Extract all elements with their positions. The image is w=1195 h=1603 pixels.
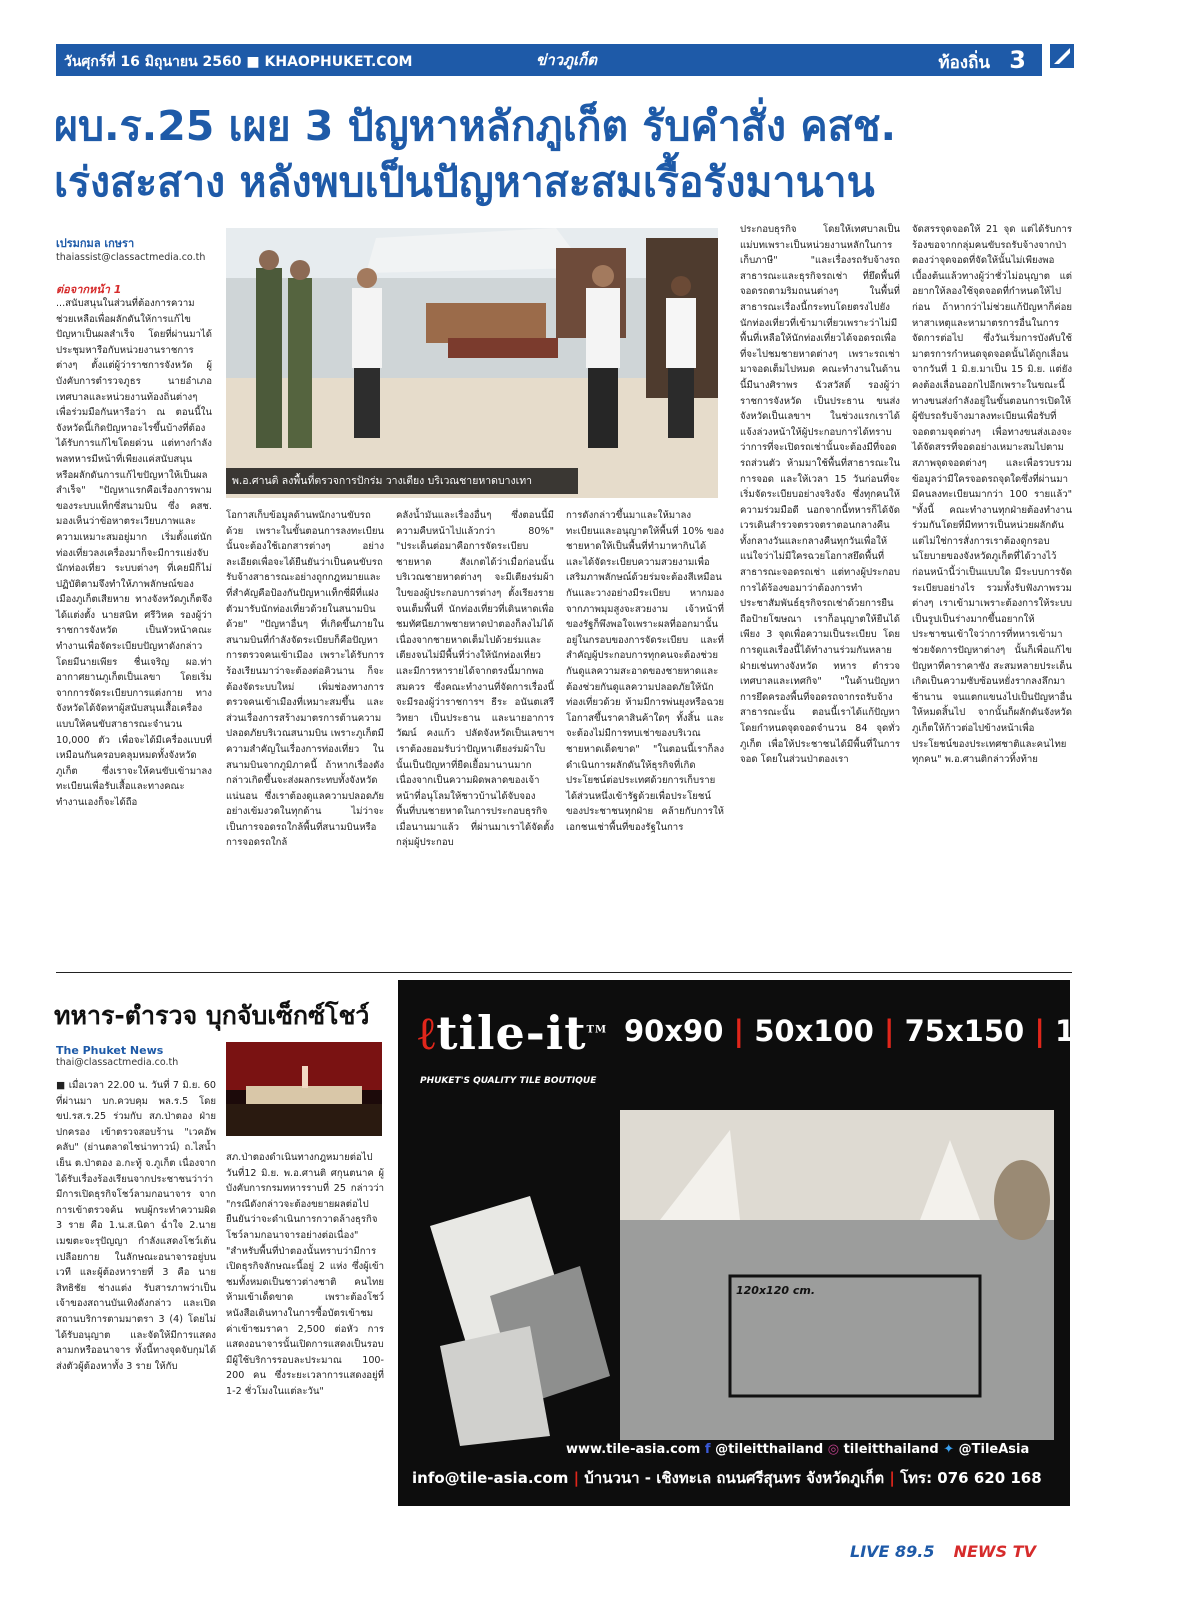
story1-column-2: โอกาสเก็บข้อมูลด้านพนักงานขับรถด้วย เพราะในขั้นตอนการลงทะเบียนนั้นจะต้องใช้เอกสารต่างๆ อย่างละเอียดเพื่อจะได้ยืนยันว่าเป็นคนขับรถรับจ้างสาธารณะอย่างถูกกฎหมายและที่สำคัญคือป้องกันปัญหาแท็กซี่ผีที่แฝงตัวมารับนักท่องเที่ยวด้วยในสนามบินด้วย" "ปัญหาอื่นๆ ที่เกิดขึ้นภายในสนามบินที่กำลังจัดระเบียบก็คือปัญหาการตรวจคนเข้าเมือง เพราะได้รับการร้องเรียนมาว่าจะต้องต่อคิวนาน ก็จะต้องจัดระบบใหม่ เพิ่มช่องทางการตรวจคนเข้าเมืองที่เหมาะสมขึ้น และส่วนเรื่องการสร้างมาตรการต้านความปลอดภัยบริเวณสนามบิน เพราะภูเก็ตมีความสำคัญในเรื่องการท่องเที่ยว ในสนามบินจากภูมิภาคนี้ ถ้าหากเรื่องดังกล่าวเกิดขึ้นจะส่งผลกระทบทั้งจังหวัดแน่นอน ซึ่งเราต้องดูแลความปลอดภัยอย่างเข้มงวดในทุกด้าน ไม่ว่าจะเป็นการจอดรถใกล้พื้นที่สนามบินหรือการจอดรถใกล้ bbox=[226, 510, 384, 849]
story2-byline bbox=[56, 1044, 216, 1068]
story2-column-1: ■ เมื่อเวลา 22.00 น. วันที่ 7 มิ.ย. 60 ที่ผ่านมา บก.ควบคุม พล.ร.5 โดย ขป.รส.ร.25 ร่วมกับ สภ.ป่าตอง ฝ่ายปกครอง เข้าตรวจสอบร้าน "เวคอัพคลับ" (ย่านตลาดไชน่าทาวน์) ถ.ไสน้ำเย็น ต.ป่าตอง อ.กะทู้ จ.ภูเก็ต เนื่องจากได้รับเรื่องร้องเรียนจากประชาชนว่าว่ามีการเปิดธุรกิจโชว์ลามกอนาจาร จากการเข้าตรวจค้น พบผู้กระทำความผิด 3 ราย คือ 1.น.ส.นิดา ฉ่ำใจ 2.นายเมฆตะจะรุปัญญา กำลังแสดงโชว์เต้นเปลือยกาย ในลักษณะอนาจารอยู่บนเวที และผู้ต้องหารายที่ 3 คือ นายสิทธิชัย ช่างแต่ง รับสารภาพว่าเป็นเจ้าของสถานบันเทิงดังกล่าว และเปิดสถานบริการตามมาตรา 3 (4) โดยไม่ได้รับอนุญาต และจัดให้มีการแสดงลามกหรืออนาจาร ทั้งนี้ทางจุดจับกุมได้ส่งตัวผู้ต้องหาทั้ง 3 ราย ให้กับ bbox=[56, 1080, 216, 1372]
story1-column-6: จัดสรรจุดจอดให้ 21 จุด แต่ได้รับการร้องขอจากกลุ่มคนขับรถรับจ้างจากป่าตองว่าจุดจอดที่จัดให้นั้นไม่เพียงพอ เบื้องต้นแล้วทางผู้ว่าชั่วไม่อนุญาต แต่อยากให้ลองใช้จุดจอดที่กำหนดให้ไปก่อน ถ้าหากว่าไม่ช่วยแก้ปัญหาก็ค่อยหาสาเหตุและหามาตรการอื่นในการจัดการต่อไป ซึ่งวันเริ่มการบังคับใช้มาตรการกำหนดจุดจอดนั้นได้ถูกเลื่อนจากวันที่ 1 มิ.ย.มาเป็น 15 มิ.ย. แต่ยังคงต้องเลื่อนออกไปอีกเพราะในขณะนี้ทางขนส่งกำลังอยู่ในขั้นตอนการเปิดให้ผู้ขับรถรับจ้างมาลงทะเบียนเพื่อรับที่จอดตามจุดต่างๆ เพื่อทางขนส่งเองจะได้จัดสรรที่จอดอย่างเหมาะสมไปตามสภาพจุดจอดต่างๆ และเพื่อรวบรวมข้อมูลว่ามีใครจอดรถจุดใดซึ่งที่ผ่านมามีคนลงทะเบียนมากว่า 100 รายแล้ว" "ทั้งนี้ คณะทำงานทุกฝ่ายต้องทำงานร่วมกันโดยที่มีทหารเป็นหน่วยผลักดัน แต่ไม่ใช่การสั่งการเราต้องดูกรอบนโยบายของจังหวัดภูเก็ตที่ได้วางไว้ก่อนหน้านี้ว่าเป็นแบบใด มีระบบการจัดระเบียบอย่างไร รวมทั้งรับฟังภาพรวมต่างๆ เราเข้ามาเพราะต้องการให้ระบบเป็นรูปเป็นร่างมากขึ้นอยากให้ประชาชนเข้าใจว่าการที่ทหารเข้ามาช่วยจัดการปัญหาต่างๆ นั้นก็เพื่อแก้ไขปัญหาที่คาราคาซัง สะสมหลายประเด็น เกิดเป็นความซับซ้อนหยั่งรากลงลึกมาช้านาน จนแตกแขนงไปเป็นปัญหาอื่นให้หมดสิ้นไป จากนั้นก็ผลักดันจังหวัดภูเก็ตให้ก้าวต่อไปข้างหน้าเพื่อประโยชน์ของประเทศชาติและคนไทยทุกคน" พ.อ.ศานติกล่าวทิ้งท้าย bbox=[912, 224, 1072, 766]
size-option: 120x120 bbox=[1055, 1014, 1195, 1048]
facebook-handle[interactable]: @tileitthailand bbox=[715, 1442, 824, 1457]
story1-column-4: การดังกล่าวขึ้นมาและให้มาลงทะเบียนและอนุญาตให้พื้นที่ 10% ของชายหาดให้เป็นพื้นที่ทำมาหากินได้ และได้จัดระเบียบความสวยงามเพื่อเสริมภาพลักษณ์ด้วยร่มจะต้องสีเหมือนกันและวางอย่างมีระเบียบ หากมองจากภาพมุมสูงจะสวยงาม เจ้าหน้าที่ของรัฐก็พึงพอใจเพราะผลที่ออกมานั้นอยู่ในกรอบของการจัดระเบียบ และที่สำคัญผู้ประกอบการทุกคนจะต้องช่วยกันดูแลความสะอาดของชายหาดและต้องช่วยกันดูแลความปลอดภัยให้นักท่องเที่ยวด้วย ห้ามมีการพ่นยุงหรือฉวยโอกาสขึ้นราคาสินค้าใดๆ ทั้งสิ้น และจะต้องไม่มีการทบเช่าของบริเวณชายหาดเด็ดขาด" "ในตอนนี้เราก็ลงดำเนินการผลักดันให้ธุรกิจที่เกิดประโยชน์ต่อประเทศด้วยการเก็บรายได้ส่วนหนึ่งเข้ารัฐด้วยเพื่อประโยชน์ของประชาชนทุกฝ่าย คล้ายกับการให้เอกชนเช่าพื้นที่ของรัฐในการ bbox=[566, 510, 724, 833]
story1-column-5: ประกอบธุรกิจ โดยให้เทศบาลเป็นแม่บทเพราะเป็นหน่วยงานหลักในการเก็บภาษี" "และเรื่องรถรับจ้างรถสาธารณะและธุรกิจรถเช่า ที่ยึดพื้นที่จอดรถตามริมถนนต่างๆ ในพื้นที่สาธารณะเรื่องนี้กระทบโดยตรงไปยังนักท่องเที่ยวที่เข้ามาเที่ยวเพราะว่าไม่มีพื้นที่เหลือให้นักท่องเที่ยวได้จอดรถเพื่อที่จะไปชมชายหาดต่างๆ เพราะรถเช่ามาจอดเต็มไปหมด คณะทำงานในด้านนี้มีนางศิราพร ฉัวสวัสดิ์ รองผู้ว่าราชการจังหวัด เป็นประธาน ขนส่งจังหวัดเป็นเลขาฯ ในช่วงแรกเราได้แจ้งล่วงหน้าให้ผู้ประกอบการได้ทราบว่าการที่จะเปิดรถเช่านั้นจะต้องมีที่จอดรถส่วนตัว ห้ามมาใช้พื้นที่สาธารณะในการจอด และให้เวลา 15 วันก่อนที่จะเริ่มจัดระเบียบอย่างจริงจัง ซึ่งทุกคนให้ความร่วมมือดี นอกจากนี้ทหารก็ได้จัดเวรเดินสำรวจตรวจตราตอนกลางคืนทั้งกลางวันและกลางคืนทุกวันเพื่อให้แน่ใจว่าไม่มีใครฉวยโอกาสยึดพื้นที่สาธารณะจอดรถเช่า แต่ทางผู้ประกอบการได้ร้องขอมาว่าต้องการทำประชาสัมพันธ์ธุรกิจรถเช่าด้วยการยืนถือป้ายโฆษณา เราก็อนุญาตให้ยืนได้เพียง 3 จุดเพื่อความเป็นระเบียบ โดยการดูแลเรื่องนี้ได้ทำงานร่วมกันหลายฝ่ายเช่นทางจังหวัด ทหาร ตำรวจ เทศบาลและเทศกิจ" "ในด้านปัญหาการยึดครองพื้นที่จอดรถจากรถรับจ้างสาธารณะนั้น ตอนนี้เราได้แก้ปัญหาโดยกำหนดจุดจอดจำนวน 84 จุดทั่วภูเก็ต เพื่อให้ประชาชนได้มีพื้นที่ในการจอด โดยในส่วนป่าตองเรา bbox=[740, 224, 900, 766]
size-option: 90x90 bbox=[624, 1014, 724, 1048]
facebook-icon: f bbox=[704, 1442, 716, 1457]
page-header bbox=[56, 44, 1042, 76]
ad-brand: ℓtile-it™ bbox=[418, 1006, 608, 1060]
headline-line-2: เร่งสะสาง หลังพบเป็นปัญหาสะสมเรื้อรังมานาน bbox=[54, 158, 875, 206]
main-headline bbox=[54, 98, 1074, 210]
tile-samples-image bbox=[410, 1176, 610, 1446]
email-link[interactable]: info@tile-asia.com bbox=[412, 1469, 569, 1487]
section-divider bbox=[56, 972, 1072, 973]
footer-logos bbox=[850, 1542, 1070, 1570]
continued-label: ต่อจากหน้า 1 bbox=[56, 283, 122, 296]
byline-email: thai@classactmedia.co.th bbox=[56, 1057, 179, 1068]
story2-headline: ทหาร-ตำรวจ บุกจับเซ็กซ์โชว์ bbox=[54, 1001, 370, 1030]
ad-address: บ้านวนา - เชิงทะเล ถนนศรีสุนทร จังหวัดภูเก็ต bbox=[584, 1469, 885, 1487]
website-link[interactable]: www.tile-asia.com bbox=[566, 1442, 701, 1457]
instagram-icon: ◎ bbox=[827, 1442, 844, 1457]
size-option: 75x150 bbox=[904, 1014, 1025, 1048]
ad-tagline: PHUKET'S QUALITY TILE BOUTIQUE bbox=[420, 1076, 597, 1086]
floor-size-label: 120x120 cm. bbox=[736, 1284, 816, 1297]
ad-sizes: 90x90 | 50x100 | 75x150 | 120x120 bbox=[624, 1014, 1195, 1048]
story1-column-3: คลังน้ำมันและเรื่องอื่นๆ ซึ่งตอนนี้มีความคืบหน้าไปแล้วกว่า 80%" "ประเด็นต่อมาคือการจัดระเบียบชายหาด สังเกตได้ว่าเมื่อก่อนนั้นบริเวณชายหาดต่างๆ จะมีเตียงร่มผ้าใบของผู้ประกอบการต่างๆ ตั้งเรียงรายจนเต็มพื้นที่ นักท่องเที่ยวที่เดินหาดเพื่อชมทัศนียภาพชายหาดป่าตองก็ลงไม่ได้ เนื่องจากชายหาดเต็มไปด้วยร่มและเตียงจนไม่มีพื้นที่ว่างให้นักท่องเที่ยวและมีการหารายได้จากตรงนี้มากพอสมควร ซึ่งคณะทำงานที่จัดการเรื่องนี้จะมีรองผู้ว่าราชการฯ ธีระ อนันตเสรีวิทยา เป็นประธาน และนายอาการวัฒน์ คงแก้ว ปลัดจังหวัดเป็นเลขาฯ เราต้องยอมรับว่าปัญหาเตียงร่มผ้าใบนั้นเป็นปัญหาที่ยืดเยื้อมานานมาก เนื่องจากเป็นความผิดพลาดของเจ้าหน้าที่อนุโลมให้ชาวบ้านได้จับจองพื้นที่บนชายหาดในการประกอบธุรกิจเมื่อนานมาแล้ว ที่ผ่านมาเราได้จัดตั้งกลุ่มผู้ประกอบ bbox=[396, 510, 554, 849]
beach-inspection-photo bbox=[226, 228, 718, 498]
newspaper-logo: ข่าวภูเก็ต bbox=[536, 51, 597, 69]
ad-phone: โทร: 076 620 168 bbox=[900, 1469, 1042, 1487]
instagram-handle[interactable]: tileitthailand bbox=[843, 1442, 939, 1457]
story1-column-1: ...สนับสนุนในส่วนที่ต้องการความช่วยเหลือเพื่อผลักดันให้การแก้ไขปัญหาเป็นผลสำเร็จ โดยที่ผ่านมาได้ประชุมหารือกับหน่วยงานราชการต่างๆ ตั้งแต่ผู้ว่าราชการจังหวัด ผู้บังคับการตำรวจภูธร นายอำเภอ เทศบาลและหน่วยงานท้องถิ่นต่างๆ เพื่อร่วมมือกันหารือว่า ณ ตอนนี้ในจังหวัดนี้เกิดปัญหาอะไรขึ้นบ้างที่ต้องได้รับการแก้ไขโดยด่วน แต่ทางกำลังพลทหารมีหน้าที่เพียงแค่สนับสนุน หรือผลักดันการแก้ไขปัญหาให้เป็นผลสำเร็จ" "ปัญหาแรกคือเรื่องการพามของระบบแท็กซี่สนามบิน ซึ่ง คสช. มองเห็นว่าข้อหาตระเวียบภาพและความเหมาะสมอยู่มาก เริ่มตั้งแต่นักท่องเที่ยวลงเครื่องมาก็จะมีการแย่งจับนักท่องเที่ยว ระบบต่างๆ ที่เคยมีก็ไม่ปฏิบัติตามจึงทำให้ภาพลักษณ์ของเมืองภูเก็ตเสียหาย ทางจังหวัดภูเก็ตจึงได้แต่งตั้ง นายสนิท ศรีวิหค รองผู้ว่าราชการจังหวัด เป็นหัวหน้าคณะทำงานเพื่อจัดระเบียบปัญหาดังกล่าว โดยมีนายเพียร ชื่นเจริญ ผอ.ท่าอากาศยานภูเก็ตเป็นเลขา โดยเริ่มจากการจัดระเบียบการแต่งกาย ทางจังหวัดได้จัดหาผู้สนับสนุนเสื้อเครื่องแบบให้คนขับสาธารณะจำนวน 10,000 ตัว เพื่อจะได้มีเครื่องแบบที่เหมือนกันครอบคลุมหมดทั้งจังหวัดภูเก็ต ซึ่งเราจะให้คนขับเข้ามาลงทะเบียนเพื่อรับเสื้อและทางคณะทำงานเองก็จะได้ถือ bbox=[56, 298, 212, 808]
byline-email: thaiassist@classactmedia.co.th bbox=[56, 252, 206, 263]
headline-line-1: ผบ.ร.25 เผย 3 ปัญหาหลักภูเก็ต รับคำสั่ง คสช. bbox=[54, 102, 897, 150]
byline-name: The Phuket News bbox=[56, 1044, 164, 1057]
twitter-handle[interactable]: @TileAsia bbox=[958, 1442, 1030, 1457]
ad-contact-line: info@tile-asia.com | บ้านวนา - เชิงทะเล ถนนศรีสุนทร จังหวัดภูเก็ต | โทร: 076 620 168 bbox=[412, 1469, 1042, 1487]
story1-byline bbox=[56, 234, 212, 263]
brand-mark-icon: ℓ bbox=[418, 1006, 437, 1060]
tile-it-advertisement bbox=[398, 980, 1195, 1506]
twitter-icon: ✦ bbox=[943, 1442, 959, 1457]
corner-arrow-icon bbox=[1050, 44, 1074, 68]
section-name: ท้องถิ่น bbox=[938, 53, 990, 73]
story2-column-2: สภ.ป่าตองดำเนินทางกฎหมายต่อไป วันที่12 มิ.ย. พ.อ.ศานติ ศกุนตนาค ผู้บังคับการกรมทหารราบที่ 25 กล่าวว่า "กรณีดังกล่าวจะต้องขยายผลต่อไป ยืนยันว่าจะดำเนินการกวาดล้างธุรกิจโชว์ลามกอนาจารอย่างต่อเนื่อง" "สำหรับพื้นที่ป่าตองนั้นทราบว่ามีการเปิดธุรกิจลักษณะนี้อยู่ 2 แห่ง ซึ่งผู้เข้าชมทั้งหมดเป็นชาวต่างชาติ คนไทยห้ามเข้าเด็ดขาด เพราะต้องโชว์หนังสือเดินทางในการซื้อบัตรเข้าชม ค่าเข้าชมราคา 2,500 ต่อหัว การแสดงอนาจารนั้นเปิดการแสดงเป็นรอบ มีผู้ใช้บริการรอบละประมาณ 100-200 คน ซึ่งระยะเวลาการแสดงอยู่ที่ 1-2 ชั่วโมงในแต่ละวัน" bbox=[226, 1152, 384, 1397]
beach-scene-image bbox=[226, 228, 718, 498]
size-option: 50x100 bbox=[754, 1014, 874, 1048]
room-floor-image bbox=[620, 1110, 1054, 1440]
byline-name: เปรมกมล เกษรา bbox=[56, 237, 135, 250]
ad-social-line bbox=[566, 1442, 1029, 1457]
news-tv-logo: NEWS TV bbox=[953, 1542, 1036, 1561]
page-number: 3 bbox=[1009, 46, 1026, 74]
stage-image bbox=[226, 1042, 382, 1136]
photo-caption: พ.อ.ศานติ ลงพื้นที่ตรวจการปักร่ม วางเตียง บริเวณชายหาดบางเทา bbox=[226, 468, 578, 494]
stage-photo bbox=[226, 1042, 382, 1136]
issue-date: วันศุกร์ที่ 16 มิถุนายน 2560 ■ KHAOPHUKET.COM bbox=[64, 54, 413, 70]
live-radio-logo: LIVE 89.5 bbox=[850, 1542, 935, 1561]
